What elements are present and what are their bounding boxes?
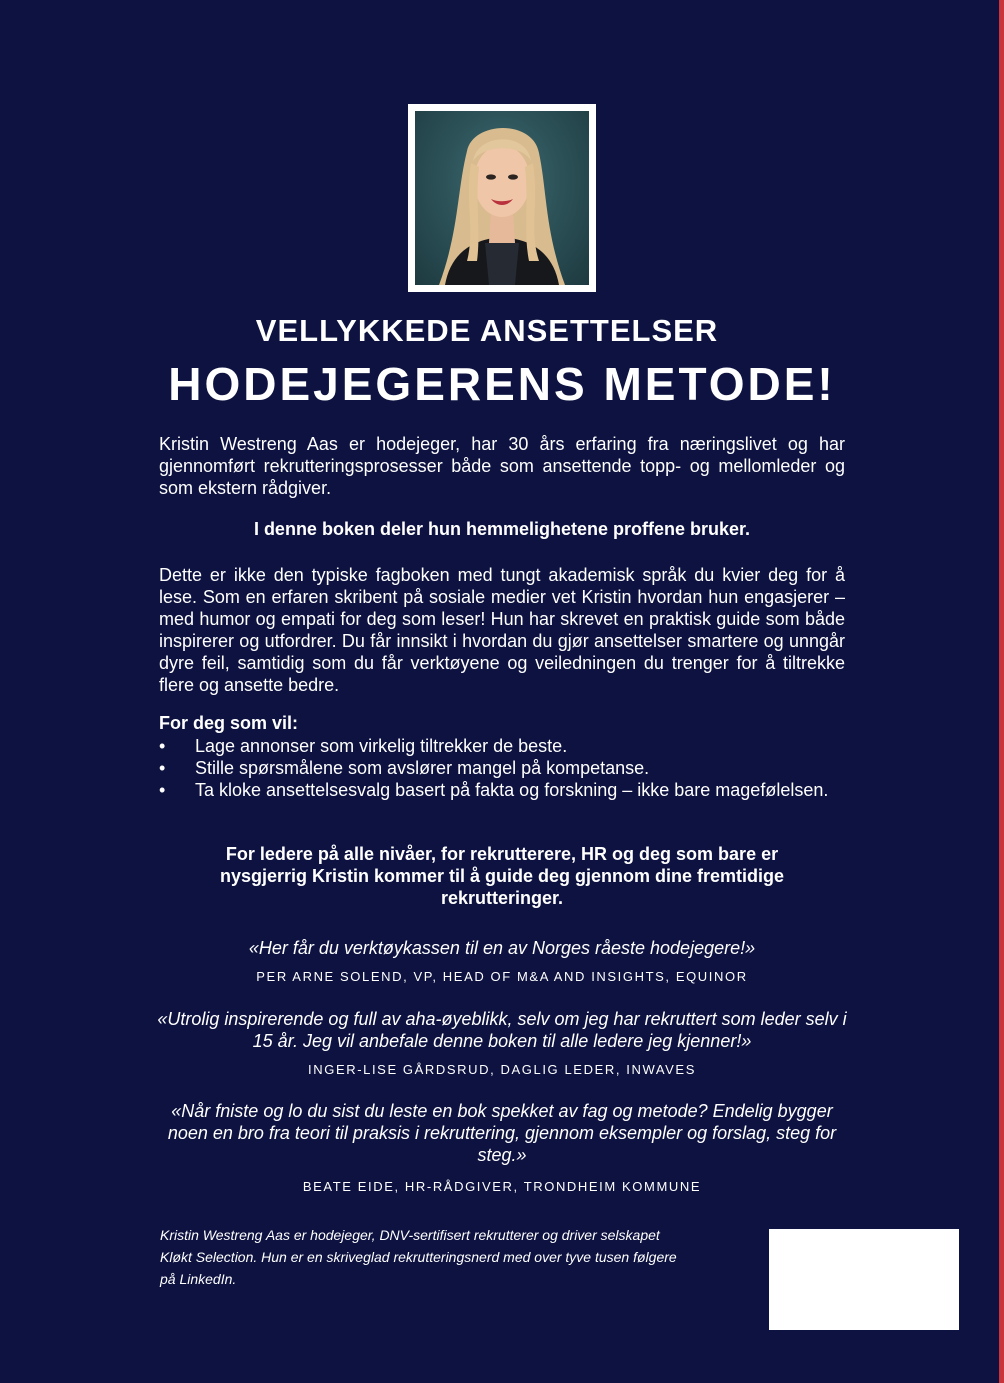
- testimonial-quote-1: «Her får du verktøykassen til en av Norges råeste hodejegere!»: [248, 938, 756, 958]
- list-item: [159, 735, 845, 757]
- list-item-text: Ta kloke ansettelsesvalg basert på fakta og forskning – ikke bare magefølelsen.: [195, 780, 829, 800]
- benefits-list: [159, 735, 845, 801]
- spine-edge-accent: [999, 0, 1004, 1383]
- author-portrait-illustration: [415, 111, 589, 285]
- list-heading: For deg som vil:: [159, 713, 299, 733]
- bullet-icon: •: [159, 736, 166, 756]
- testimonial-attribution-3: BEATE EIDE, HR-RÅDGIVER, TRONDHEIM KOMMUNE: [302, 1179, 702, 1194]
- testimonial-attribution-1: PER ARNE SOLEND, VP, HEAD OF M&A AND INSIGHTS, EQUINOR: [256, 969, 748, 984]
- testimonial-quote-3: «Når fniste og lo du sist du leste en bok spekket av fag og metode? Endelig bygger noen en bro fra teori til praksis i rekruttering, gjennom eksempler og forslag, steg for steg.»: [167, 1101, 837, 1165]
- book-title-line-2: HODEJEGERENS METODE!: [168, 358, 836, 410]
- list-item-text: Stille spørsmålene som avslører mangel på kompetanse.: [195, 758, 650, 778]
- list-item: [159, 757, 845, 779]
- barcode-area: [769, 1229, 959, 1330]
- audience-statement: For ledere på alle nivåer, for rekrutterere, HR og deg som bare er nysgjerrig Kristin kommer til å guide deg gjennom dine fremtidige rekrutteringer.: [219, 844, 785, 908]
- lead-statement: I denne boken deler hun hemmelighetene proffene bruker.: [253, 519, 751, 539]
- bullet-icon: •: [159, 758, 166, 778]
- author-bio: Kristin Westreng Aas er hodejeger, DNV-sertifisert rekrutterer og driver selskapet Kløkt Selection. Hun er en skriveglad rekrutteringsnerd med over tyve tusen følgere på LinkedIn.: [160, 1227, 677, 1287]
- bullet-icon: •: [159, 780, 166, 800]
- author-photo-frame: [408, 104, 596, 292]
- testimonial-attribution-2: INGER-LISE GÅRDSRUD, DAGLIG LEDER, INWAVES: [308, 1062, 696, 1077]
- author-intro-paragraph: Kristin Westreng Aas er hodejeger, har 30 års erfaring fra næringslivet og har gjennomført rekrutteringsprosesser både som ansettende topp- og mellomleder og som ekstern rådgiver.: [159, 434, 845, 498]
- list-item: [159, 779, 845, 801]
- testimonial-quote-2: «Utrolig inspirerende og full av aha-øyeblikk, selv om jeg har rekruttert som leder selv i 15 år. Jeg vil anbefale denne boken til alle ledere jeg kjenner!»: [157, 1009, 847, 1051]
- book-title-line-1: VELLYKKEDE ANSETTELSER: [255, 313, 719, 348]
- description-paragraph: Dette er ikke den typiske fagboken med tungt akademisk språk du kvier deg for å lese. Som en erfaren skribent på sosiale medier vet Kristin hvordan hun engasjerer – med humor og empati for deg som leser! Hun har skrevet en praktisk guide som både inspirerer og utfordrer. Du får innsikt i hvordan du gjør ansettelser smartere og unngår dyre feil, samtidig som du får verktøyene og veiledningen du trenger for å tiltrekke flere og ansette bedre.: [159, 565, 845, 695]
- author-photo: [415, 111, 589, 285]
- list-item-text: Lage annonser som virkelig tiltrekker de beste.: [195, 736, 568, 756]
